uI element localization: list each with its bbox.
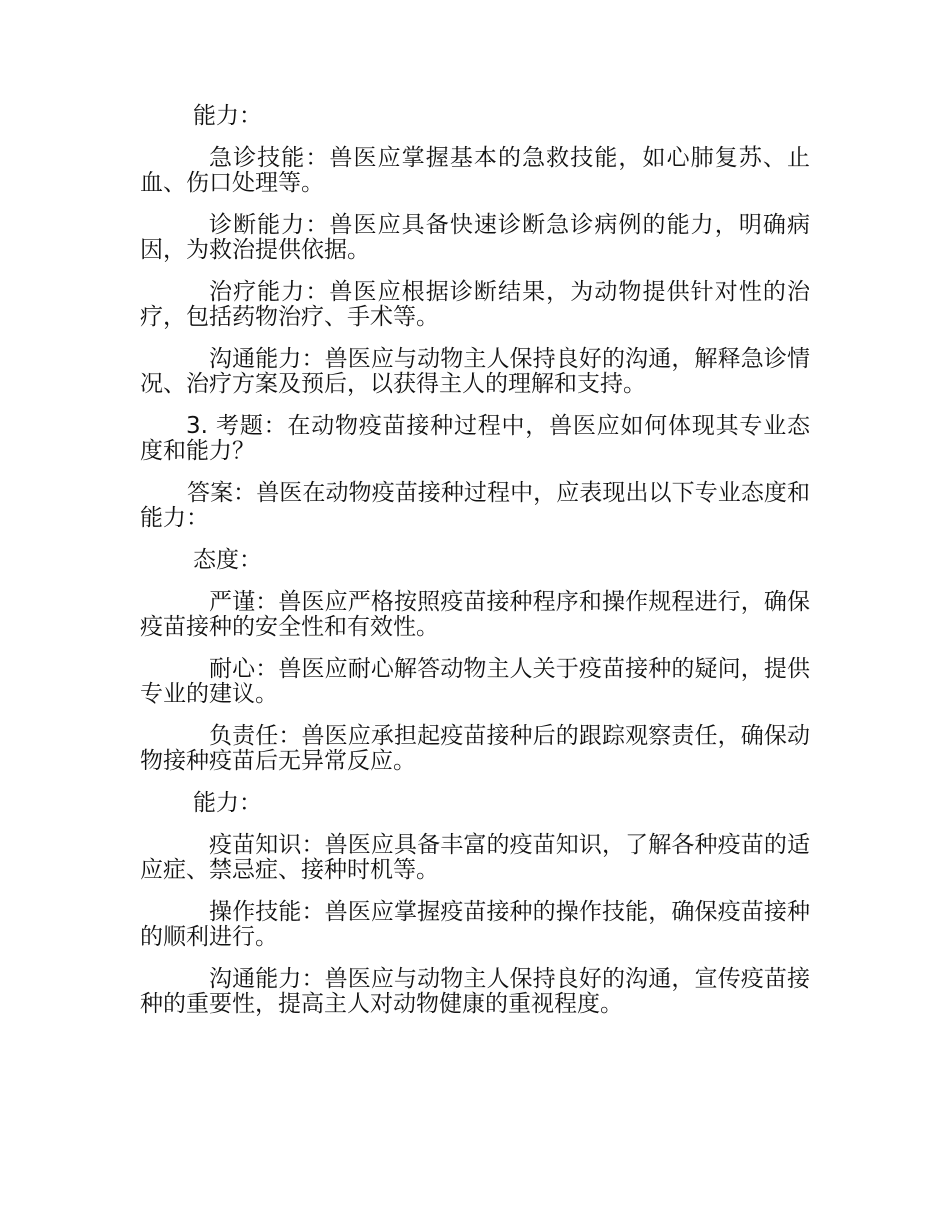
section-heading-ability-2: 能力： xyxy=(193,790,262,816)
ability-item-operation-skills: 操作技能：兽医应掌握疫苗接种的操作技能，确保疫苗接种的顺利进行。 xyxy=(140,899,810,950)
attitude-item-responsibility: 负责任：兽医应承担起疫苗接种后的跟踪观察责任，确保动物接种疫苗后无异常反应。 xyxy=(140,723,810,774)
ability-item-diagnosis: 诊断能力：兽医应具备快速诊断急诊病例的能力，明确病因，为救治提供依据。 xyxy=(140,212,810,263)
ability-item-vaccine-knowledge: 疫苗知识：兽医应具备丰富的疫苗知识，了解各种疫苗的适应症、禁忌症、接种时机等。 xyxy=(140,832,810,883)
section-heading-attitude: 态度： xyxy=(193,547,262,573)
exam-answer-3: 答案：兽医在动物疫苗接种过程中，应表现出以下专业态度和能力： xyxy=(140,480,810,531)
attitude-item-rigor: 严谨：兽医应严格按照疫苗接种程序和操作规程进行，确保疫苗接种的安全性和有效性。 xyxy=(140,589,810,640)
ability-item-treatment: 治疗能力：兽医应根据诊断结果，为动物提供针对性的治疗，包括药物治疗、手术等。 xyxy=(140,279,810,330)
document-body xyxy=(140,104,810,1034)
attitude-item-patience: 耐心：兽医应耐心解答动物主人关于疫苗接种的疑问，提供专业的建议。 xyxy=(140,656,810,707)
ability-item-communication: 沟通能力：兽医应与动物主人保持良好的沟通，解释急诊情况、治疗方案及预后，以获得主人的理解和支持。 xyxy=(140,346,810,397)
ability-item-emergency-skills: 急诊技能：兽医应掌握基本的急救技能，如心肺复苏、止血、伤口处理等。 xyxy=(140,145,810,196)
ability-item-communication-2: 沟通能力：兽医应与动物主人保持良好的沟通，宣传疫苗接种的重要性，提高主人对动物健康的重视程度。 xyxy=(140,966,810,1017)
section-heading-ability: 能力： xyxy=(193,103,262,129)
exam-question-3: 3. 考题：在动物疫苗接种过程中，兽医应如何体现其专业态度和能力？ xyxy=(140,413,810,464)
